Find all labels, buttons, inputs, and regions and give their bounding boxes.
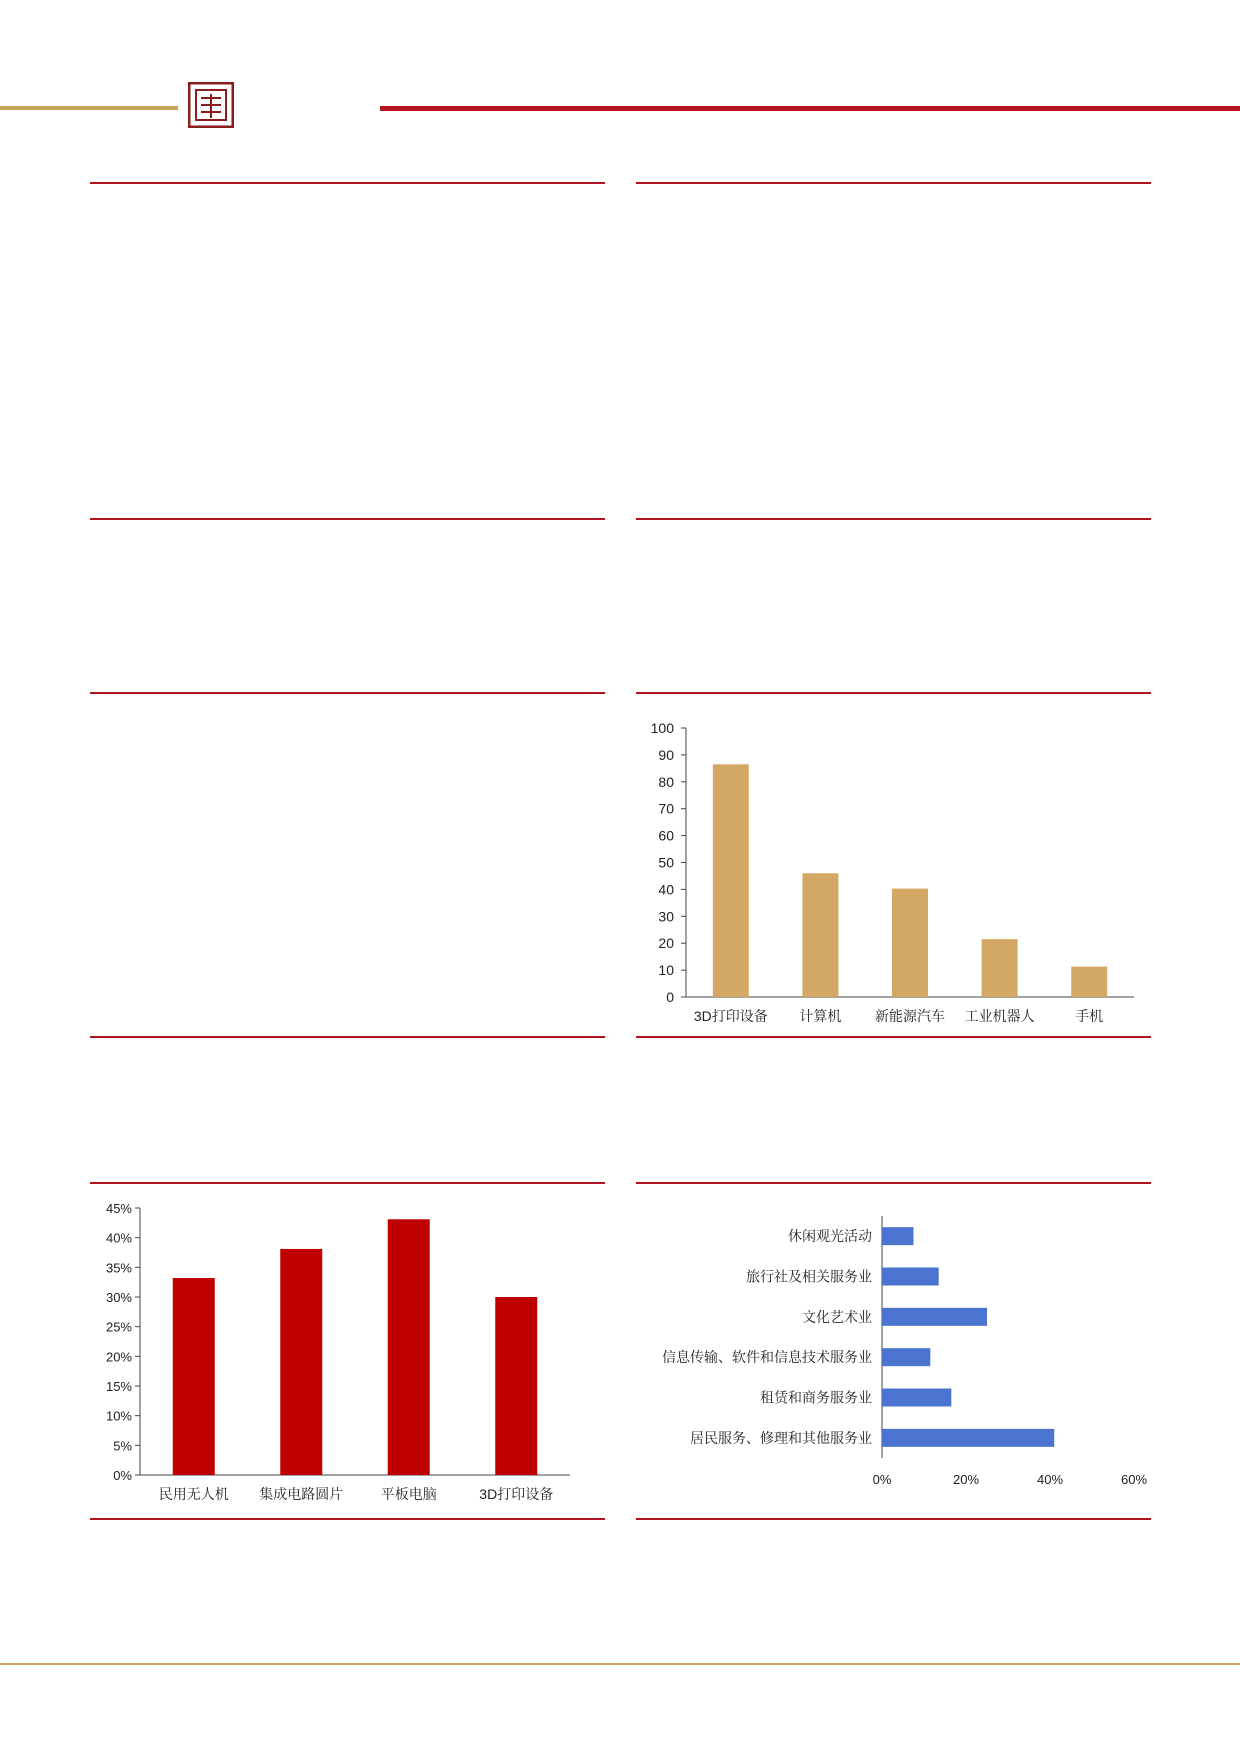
x-tick-label: 工业机器人 [964,1008,1035,1024]
x-tick-label: 3D打印设备 [479,1486,554,1502]
x-tick-label: 20% [952,1472,980,1487]
y-tick-label: 10% [105,1408,132,1424]
bar [173,1278,215,1475]
y-tick-label: 35% [105,1260,132,1276]
figure-14-top-rule [636,182,1151,184]
figure-15-chart [90,700,605,1033]
figure-18-bottom-rule [636,1518,1151,1520]
y-tick-label: 25% [105,1319,132,1335]
y-tick-label: 100 [650,720,674,736]
x-tick-label: 60% [1120,1472,1148,1487]
bar [1071,967,1107,997]
y-tick-label: 40 [658,881,674,898]
bar [882,1429,1054,1447]
x-tick-label: 新能源汽车 [875,1008,945,1024]
y-tick-label: 20% [105,1349,132,1365]
figure-17-chart [90,1190,605,1515]
bar [982,939,1018,997]
figure-18-top-rule [636,1182,1151,1184]
y-tick-label: 50 [658,854,674,871]
x-tick-label: 民用无人机 [158,1486,229,1502]
bar [882,1348,930,1366]
header-red-bar [380,106,1240,111]
bar [713,764,749,997]
logo-seal-icon [188,82,234,128]
bar [892,889,928,997]
header-gold-bar [0,106,178,110]
footer-rule [0,1663,1240,1665]
category-label: 租赁和商务服务业 [760,1389,872,1406]
x-tick-label: 手机 [1075,1008,1104,1024]
y-tick-label: 40% [105,1230,132,1246]
figure-17-top-rule [90,1182,605,1184]
category-label: 信息传输、软件和信息技术服务业 [662,1349,872,1366]
figure-18-chart [636,1190,1151,1515]
figure-13-top-rule [90,182,605,184]
y-tick-label: 90 [658,746,674,763]
y-tick-label: 20 [658,935,674,952]
x-tick-label: 0% [872,1472,892,1487]
y-tick-label: 0% [113,1468,132,1483]
bar [882,1308,987,1326]
figure-13-bottom-rule [90,518,605,520]
category-label: 居民服务、修理和其他服务业 [690,1429,872,1446]
y-tick-label: 70 [658,800,674,817]
y-tick-label: 60 [658,827,674,844]
bar [882,1268,939,1286]
bar [882,1227,914,1245]
category-label: 文化艺术业 [802,1308,872,1325]
y-tick-label: 15% [105,1379,132,1394]
figure-13-chart [90,190,605,515]
figure-16-bottom-rule [636,1036,1151,1038]
figure-15-top-rule [90,692,605,694]
figure-15-bottom-rule [90,1036,605,1038]
y-tick-label: 30 [658,908,674,925]
x-tick-label: 3D打印设备 [693,1008,768,1024]
y-tick-label: 0 [666,989,674,1005]
category-label: 旅行社及相关服务业 [746,1268,872,1285]
y-tick-label: 80 [658,773,674,790]
y-tick-label: 5% [113,1438,132,1454]
x-tick-label: 平板电脑 [380,1486,437,1502]
category-label: 休闲观光活动 [788,1228,872,1245]
figure-17-bottom-rule [90,1518,605,1520]
x-tick-label: 计算机 [799,1008,842,1024]
bar [495,1297,537,1475]
bar [388,1219,430,1475]
figure-14-chart [636,190,1151,515]
bar [882,1389,951,1407]
x-tick-label: 集成电路圆片 [259,1486,344,1502]
x-tick-label: 40% [1036,1472,1064,1487]
y-tick-label: 45% [105,1201,132,1216]
figure-14-bottom-rule [636,518,1151,520]
y-tick-label: 30% [105,1290,132,1305]
y-tick-label: 10 [658,962,674,979]
figure-16-chart [636,700,1151,1033]
figure-16-top-rule [636,692,1151,694]
bar [280,1249,322,1475]
bar [802,873,838,997]
